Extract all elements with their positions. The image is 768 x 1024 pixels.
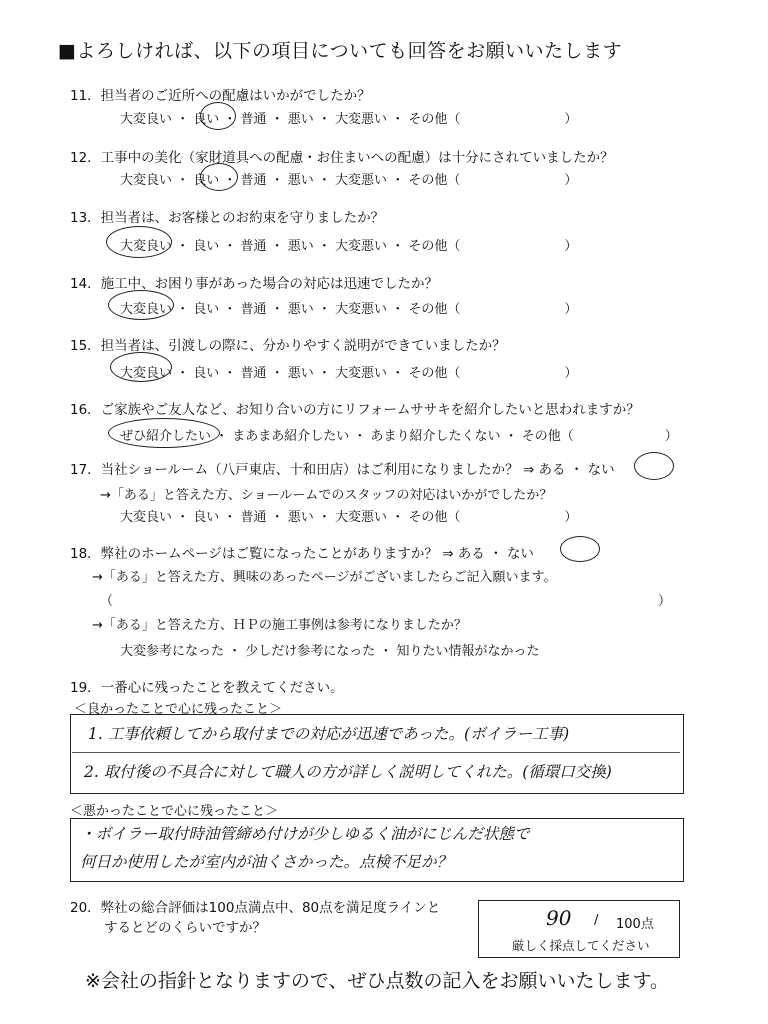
question-18: 18．弊社のホームページはご覧になったことがありますか？ ⇒ ある ・ ない	[70, 546, 534, 562]
question-13: 13．担当者は、お客様とのお約束を守りましたか？	[70, 210, 385, 226]
answer-circle	[560, 536, 600, 562]
footer-note: ※会社の指針となりますので、ぜひ点数の記入をお願いいたします。	[85, 970, 670, 992]
question-15-options: 大変良い ・ 良い ・ 普通 ・ 悪い ・ 大変悪い ・ その他（ ）	[120, 366, 578, 381]
bad-label: ＜悪かったことで心に残ったこと＞	[70, 804, 279, 819]
paren-close: ）	[658, 594, 672, 609]
question-16-options: ぜひ紹介したい ・ まあまあ紹介したい ・ あまり紹介したくない ・ その他（ ）	[120, 429, 678, 444]
answer-circle	[110, 352, 172, 382]
question-14-options: 大変良い ・ 良い ・ 普通 ・ 悪い ・ 大変悪い ・ その他（ ）	[120, 302, 578, 317]
question-12: 12．工事中の美化（家財道具への配慮・お住まいへの配慮）は十分にされていましたか？	[70, 150, 614, 166]
question-12-options: 大変良い ・ 良い ・ 普通 ・ 悪い ・ 大変悪い ・ その他（ ）	[120, 173, 578, 188]
answer-circle	[200, 102, 236, 130]
score-value: 90	[546, 906, 572, 930]
answer-circle	[106, 226, 172, 258]
question-18-options: 大変参考になった ・ 少しだけ参考になった ・ 知りたい情報がなかった	[120, 644, 540, 659]
question-18-sub2: →「ある」と答えた方、ＨＰの施工事例は参考になりましたか？	[92, 618, 467, 633]
good-comment-1: 1. 工事依頼してから取付までの対応が迅速であった。(ボイラー工事)	[88, 725, 570, 743]
bad-comment-1: ・ボイラー取付時油管締め付けが少しゆるく油がにじんだ状態で	[80, 825, 530, 843]
question-14: 14．施工中、お困り事があった場合の対応は迅速でしたか？	[70, 276, 439, 292]
question-13-options: 大変良い ・ 良い ・ 普通 ・ 悪い ・ 大変悪い ・ その他（ ）	[120, 239, 578, 254]
question-11-options: 大変良い ・ 良い ・ 普通 ・ 悪い ・ 大変悪い ・ その他（ ）	[120, 112, 578, 127]
answer-circle	[634, 452, 674, 480]
good-comment-2: 2. 取付後の不具合に対して職人の方が詳しく説明してくれた。(循環口交換)	[84, 763, 612, 781]
bad-comment-2: 何日か使用したが室内が油くさかった。点検不足か？	[80, 853, 453, 871]
question-19: 19．一番心に残ったことを教えてください。	[70, 680, 344, 696]
score-max: 100点	[616, 917, 654, 932]
answer-circle	[108, 418, 220, 448]
question-17-sub: →「ある」と答えた方、ショールームでのスタッフの対応はいかがでしたか？	[100, 488, 553, 503]
question-11: 11．担当者のご近所への配慮はいかがでしたか？	[70, 88, 371, 104]
answer-circle	[108, 290, 174, 320]
question-18-sub1: →「ある」と答えた方、興味のあったページがございましたらご記入願います。	[92, 570, 557, 585]
score-slash: /	[594, 913, 599, 928]
good-label: ＜良かったことで心に残ったこと＞	[74, 702, 283, 717]
question-15: 15．担当者は、引渡しの際に、分かりやすく説明ができていましたか？	[70, 338, 506, 354]
question-20-line2: するとどのくらいですか？	[104, 920, 266, 936]
question-20-line1: 20．弊社の総合評価は100点満点中、80点を満足度ラインと	[70, 900, 441, 916]
question-17: 17．当社ショールーム（八戸東店、十和田店）はご利用になりましたか？ ⇒ ある ・ ない	[70, 462, 615, 478]
page-title: ■よろしければ、以下の項目についても回答をお願いいたします	[58, 40, 623, 62]
question-17-options: 大変良い ・ 良い ・ 普通 ・ 悪い ・ 大変悪い ・ その他（ ）	[120, 510, 578, 525]
score-note: 厳しく採点してください	[512, 938, 650, 953]
paren-open: （	[100, 594, 114, 609]
question-16: 16．ご家族やご友人など、お知り合いの方にリフォームササキを紹介したいと思われますか？	[70, 402, 640, 418]
divider	[72, 752, 680, 753]
answer-circle	[200, 163, 238, 191]
